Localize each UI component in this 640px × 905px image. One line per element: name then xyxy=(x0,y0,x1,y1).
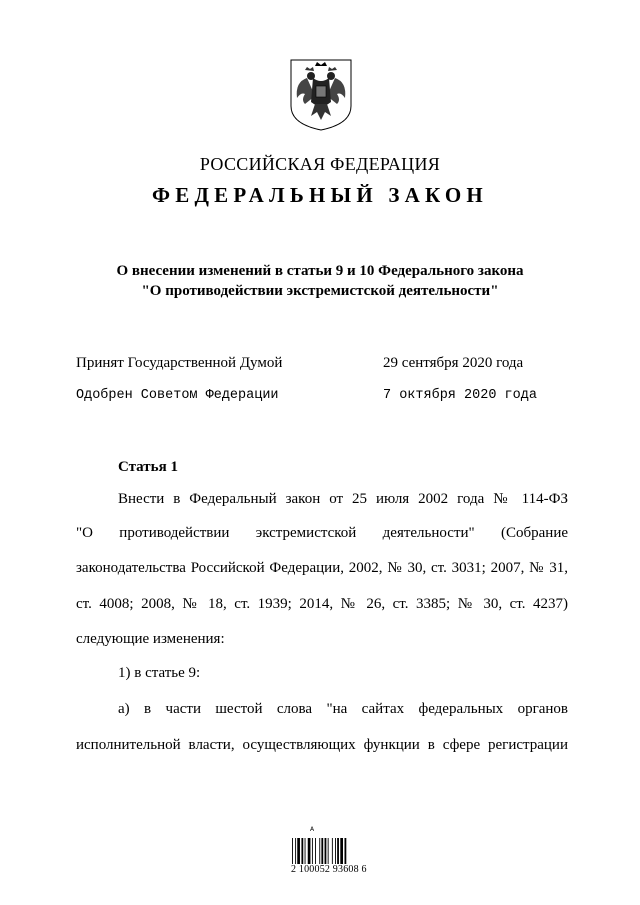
article-line: а) в части шестой слова "на сайтах федеральных органов xyxy=(118,701,568,717)
barcode-number: 2 100052 93608 6 xyxy=(291,864,367,875)
article-line: ст. 4008; 2008, № 18, ст. 1939; 2014, № 26, ст. 3385; № 30, ст. 4237) xyxy=(76,596,568,612)
law-subject-line-2: "О противодействии экстремистской деятельности" xyxy=(141,283,499,299)
article-line: следующие изменения: xyxy=(76,631,225,647)
coat-of-arms-icon xyxy=(289,58,353,132)
approved-label: Одобрен Советом Федерации xyxy=(76,388,279,403)
approved-date: 7 октября 2020 года xyxy=(383,388,537,403)
article-line: исполнительной власти, осуществляющих функции в сфере регистрации xyxy=(76,737,568,753)
law-subject-line-1: О внесении изменений в статьи 9 и 10 Федерального закона xyxy=(116,263,524,279)
barcode-mark: A xyxy=(310,826,315,833)
law-type-title: ФЕДЕРАЛЬНЫЙ ЗАКОН xyxy=(152,183,488,207)
article-line: 1) в статье 9: xyxy=(118,665,201,681)
country-name: РОССИЙСКАЯ ФЕДЕРАЦИЯ xyxy=(199,154,441,174)
adopted-date: 29 сентября 2020 года xyxy=(383,355,524,371)
article-title: Статья 1 xyxy=(118,459,178,475)
article-line: Внести в Федеральный закон от 25 июля 2002 года № 114-ФЗ xyxy=(118,491,568,507)
adopted-label: Принят Государственной Думой xyxy=(76,355,283,371)
article-line: законодательства Российской Федерации, 2002, № 30, ст. 3031; 2007, № 31, xyxy=(76,560,568,576)
article-line: "О противодействии экстремистской деятельности" (Собрание xyxy=(76,525,568,541)
